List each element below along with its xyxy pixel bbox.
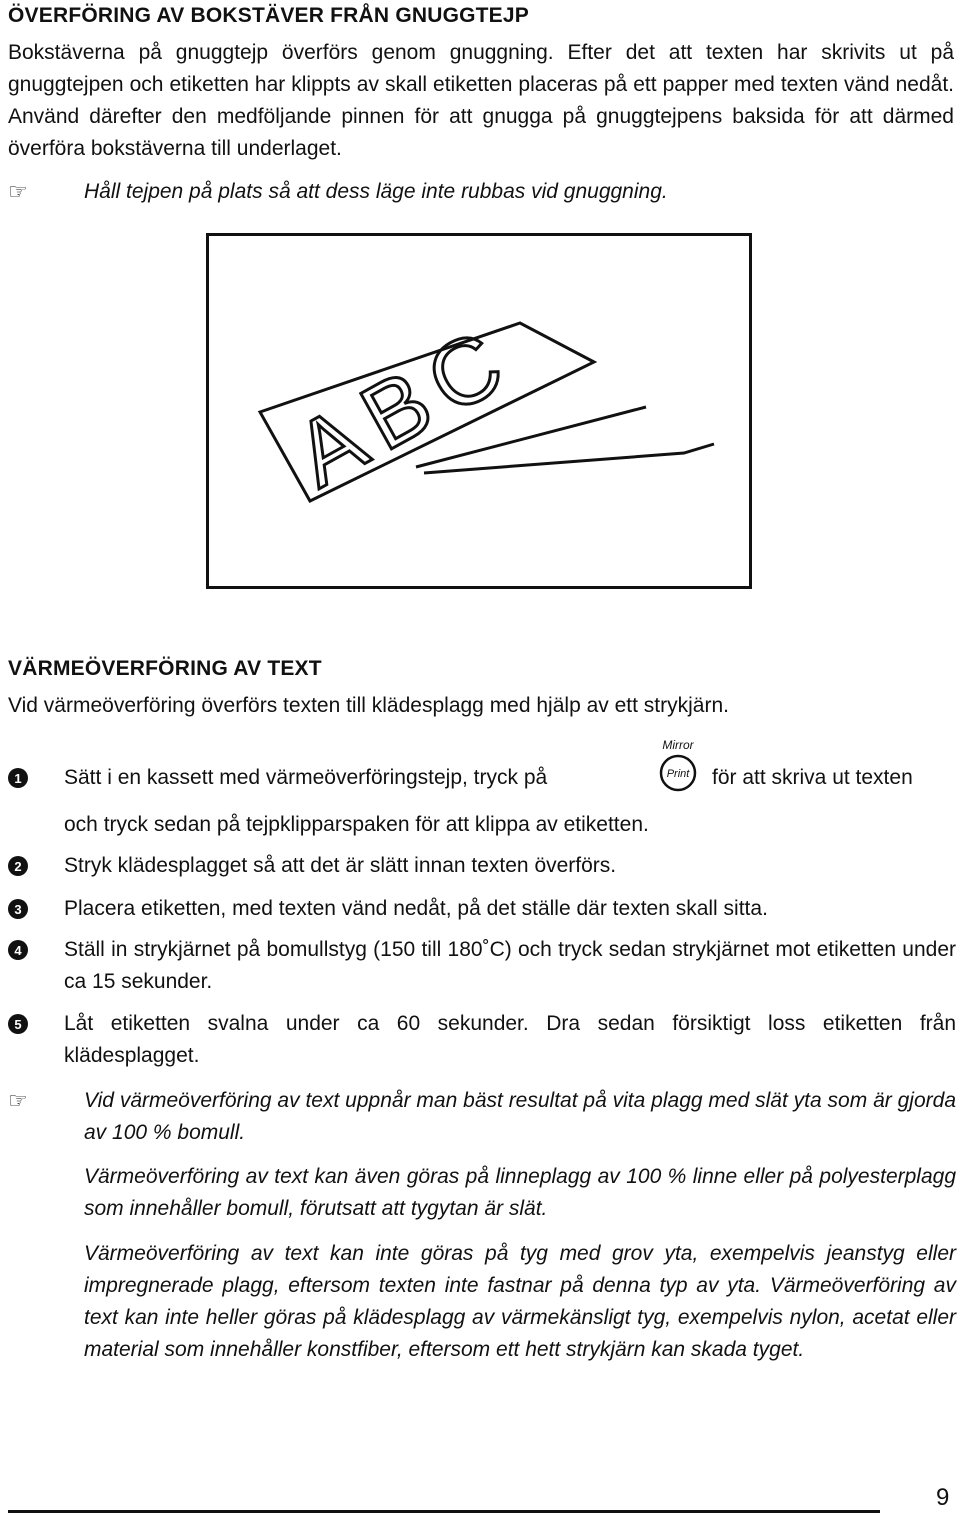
step-4-text: Ställ in strykjärnet på bomullstyg (150 till 180˚C) och tryck sedan strykjärnet mot etiketten under ca 15 sekunder. [64, 938, 956, 993]
step-3-text: Placera etiketten, med texten vänd nedåt, på det ställe där texten skall sitta. [64, 897, 768, 920]
step-number-5: 5 [8, 1014, 28, 1034]
step-number-2: 2 [8, 856, 28, 876]
step-1-text-before: Sätt i en kassett med värmeöverföringstejp, tryck på [64, 766, 548, 789]
step-number-1: 1 [8, 768, 28, 788]
heat-transfer-intro: Vid värmeöverföring överförs texten till klädesplagg med hjälp av ett strykjärn. [8, 694, 729, 717]
heat-note-2: Värmeöverföring av text kan även göras på linneplagg av 100 % linne eller på polyesterplagg som innehåller bomull, förutsatt att tygytan är slät. [84, 1165, 956, 1220]
section-title-heat-transfer: VÄRMEÖVERFÖRING AV TEXT [8, 657, 322, 680]
step-number-4: 4 [8, 940, 28, 960]
step-1-text-after: för att skriva ut texten [712, 766, 913, 789]
print-key-icon [658, 738, 698, 792]
mirror-label: Mirror [662, 738, 694, 752]
step-number-3: 3 [8, 899, 28, 919]
footer-rule [8, 1510, 880, 1513]
pointing-hand-icon: ☞ [8, 179, 28, 204]
step-1-text-cont: och tryck sedan på tejpklipparspaken för att klippa av etiketten. [64, 813, 649, 836]
rub-transfer-paragraph: Bokstäverna på gnuggtejp överförs genom gnuggning. Efter det att texten har skrivits ut på gnuggtejpen och etiketten har klippts av skall etiketten placeras på ett papper med texten vänd nedåt. Använd därefter den medföljande pinnen för att gnugga på gnuggtejpens baksida för att därmed överföra bokstäverna till underlaget. [8, 41, 954, 160]
abc-letters: ABC [279, 305, 531, 507]
rub-transfer-illustration [206, 233, 752, 589]
rub-transfer-note: Håll tejpen på plats så att dess läge inte rubbas vid gnuggning. [84, 180, 668, 203]
heat-note-3: Värmeöverföring av text kan inte göras på tyg med grov yta, exempelvis jeanstyg eller impregnerade plagg, eftersom texten inte fastnar på denna typ av yta. Värmeöverföring av text kan inte heller göras på klädesplagg av värmekänsligt tyg, exempelvis nylon, acetat eller material som innehåller konstfiber, eftersom ett hett strykjärn kan skada tyget. [84, 1242, 956, 1361]
heat-note-1: Vid värmeöverföring av text uppnår man bäst resultat på vita plagg med slät yta som är gjorda av 100 % bomull. [84, 1089, 956, 1144]
section-title-rub-transfer: ÖVERFÖRING AV BOKSTÄVER FRÅN GNUGGTEJP [8, 4, 529, 27]
tape-diagram [206, 233, 752, 589]
step-2-text: Stryk klädesplagget så att det är slätt innan texten överförs. [64, 854, 617, 877]
print-key-label: Print [666, 768, 690, 780]
page-number: 9 [936, 1484, 950, 1511]
step-5-text: Låt etiketten svalna under ca 60 sekunder. Dra sedan försiktigt loss etiketten från klädesplagget. [64, 1012, 956, 1067]
pointing-hand-icon: ☞ [8, 1088, 28, 1113]
